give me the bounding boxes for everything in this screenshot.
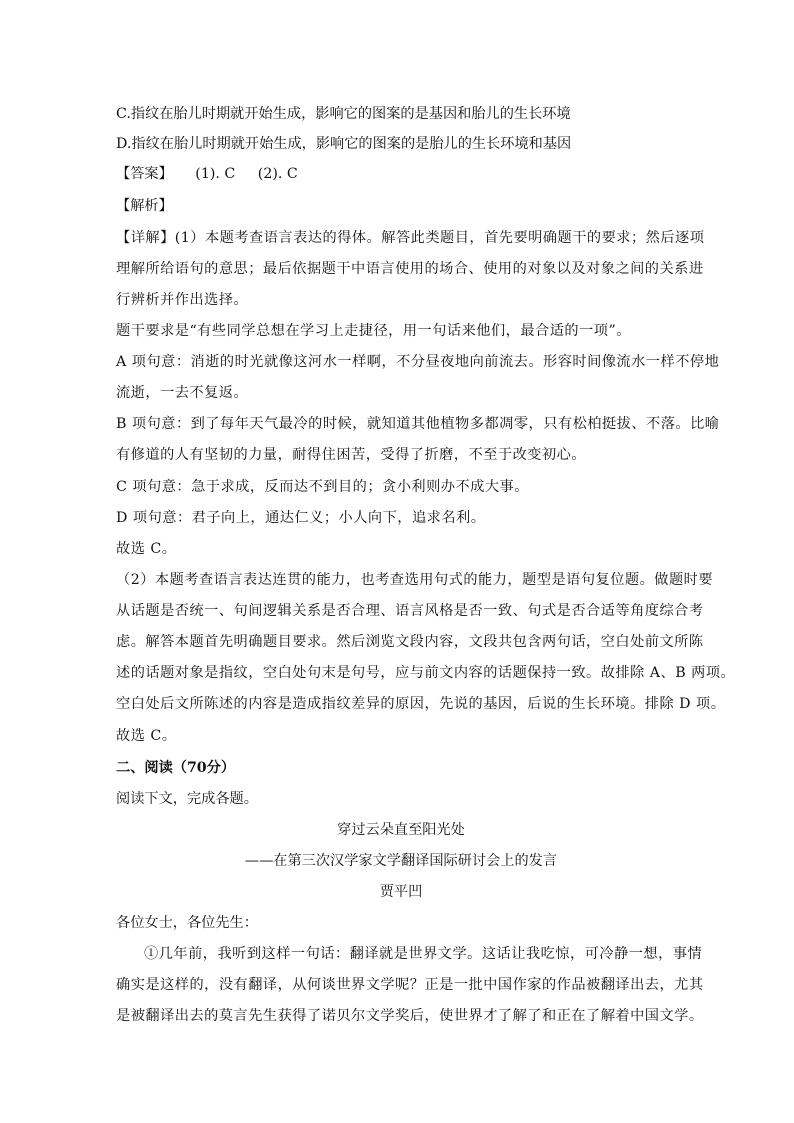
paragraph-line: ①几年前，我听到这样一句话：翻译就是世界文学。这话让我吃惊，可冷静一想，事情 — [144, 946, 703, 962]
article-title: 穿过云朵直至阳光处 — [337, 822, 465, 838]
reading-instruction: 阅读下文，完成各题。 — [116, 791, 258, 807]
answer-line — [116, 164, 686, 184]
article-subtitle: ——在第三次汉学家文学翻译国际研讨会上的发言 — [244, 853, 558, 869]
section-heading: 二、阅读（70分） — [116, 760, 236, 776]
analysis-line: C 项句意：急于求成，反而达不到目的；贪小利则办不成大事。 — [116, 479, 529, 495]
analysis-line: 有修道的人有坚韧的力量，耐得住困苦，受得了折磨，不至于改变初心。 — [116, 447, 587, 463]
greeting: 各位女士，各位先生： — [116, 915, 258, 931]
analysis-line: 空白处后文所陈述的内容是造成指纹差异的原因，先说的基因，后说的生长环境。排除 D 项。 — [116, 696, 726, 712]
analysis-line: B 项句意：到了每年天气最冷的时候，就知道其他植物多都凋零，只有松柏挺拔、不落。比喻 — [116, 416, 720, 432]
paragraph-line: 确实是这样的，没有翻译，从何谈世界文学呢？正是一批中国作家的作品被翻译出去，尤其 — [116, 977, 704, 993]
analysis-label: 【解析】 — [116, 198, 173, 214]
analysis-line: 从话题是否统一、句间逻辑关系是否合理、语言风格是否一致、句式是否合适等角度综合考 — [116, 603, 704, 619]
paragraph-line: 是被翻译出去的莫言先生获得了诺贝尔文学奖后，使世界才了解了和正在了解着中国文学。 — [116, 1008, 704, 1024]
analysis-line: 理解所给语句的意思；最后依据题干中语言使用的场合、使用的对象以及对象之间的关系进 — [116, 261, 704, 277]
analysis-line: 故选 C。 — [116, 541, 177, 557]
analysis-line: 述的话题对象是指纹，空白处句末是句号，应与前文内容的话题保持一致。故排除 A、B 两项。 — [116, 665, 736, 681]
answer-item-2: (2). C — [257, 166, 298, 182]
analysis-line: 题干要求是“有些同学总想在学习上走捷径，用一句话来他们，最合适的一项”。 — [116, 323, 631, 339]
article-author: 贾平凹 — [379, 884, 423, 900]
option-c: C.指纹在胎儿时期就开始生成，影响它的图案的是基因和胎儿的生长环境 — [116, 106, 571, 122]
analysis-line: 行辨析并作出选择。 — [116, 292, 249, 308]
answer-label: 【答案】 — [116, 166, 173, 182]
answer-item-1: (1). C — [195, 166, 236, 182]
analysis-line: A 项句意：消逝的时光就像这河水一样啊，不分昼夜地向前流去。形容时间像流水一样不停地 — [116, 354, 720, 370]
analysis-line: （2）本题考查语言表达连贯的能力，也考查选用句式的能力，题型是语句复位题。做题时要 — [116, 572, 714, 588]
analysis-line: D 项句意：君子向上，通达仁义；小人向下，追求名利。 — [116, 510, 486, 526]
analysis-line: 故选 C。 — [116, 728, 177, 744]
analysis-line: 虑。解答本题首先明确题目要求。然后浏览文段内容，文段共包含两句话，空白处前文所陈 — [116, 634, 704, 650]
option-d: D.指纹在胎儿时期就开始生成，影响它的图案的是胎儿的生长环境和基因 — [116, 136, 572, 152]
analysis-line: 【详解】(1）本题考查语言表达的得体。解答此类题目，首先要明确题干的要求；然后逐项 — [116, 230, 705, 246]
analysis-line: 流逝，一去不复返。 — [116, 385, 249, 401]
